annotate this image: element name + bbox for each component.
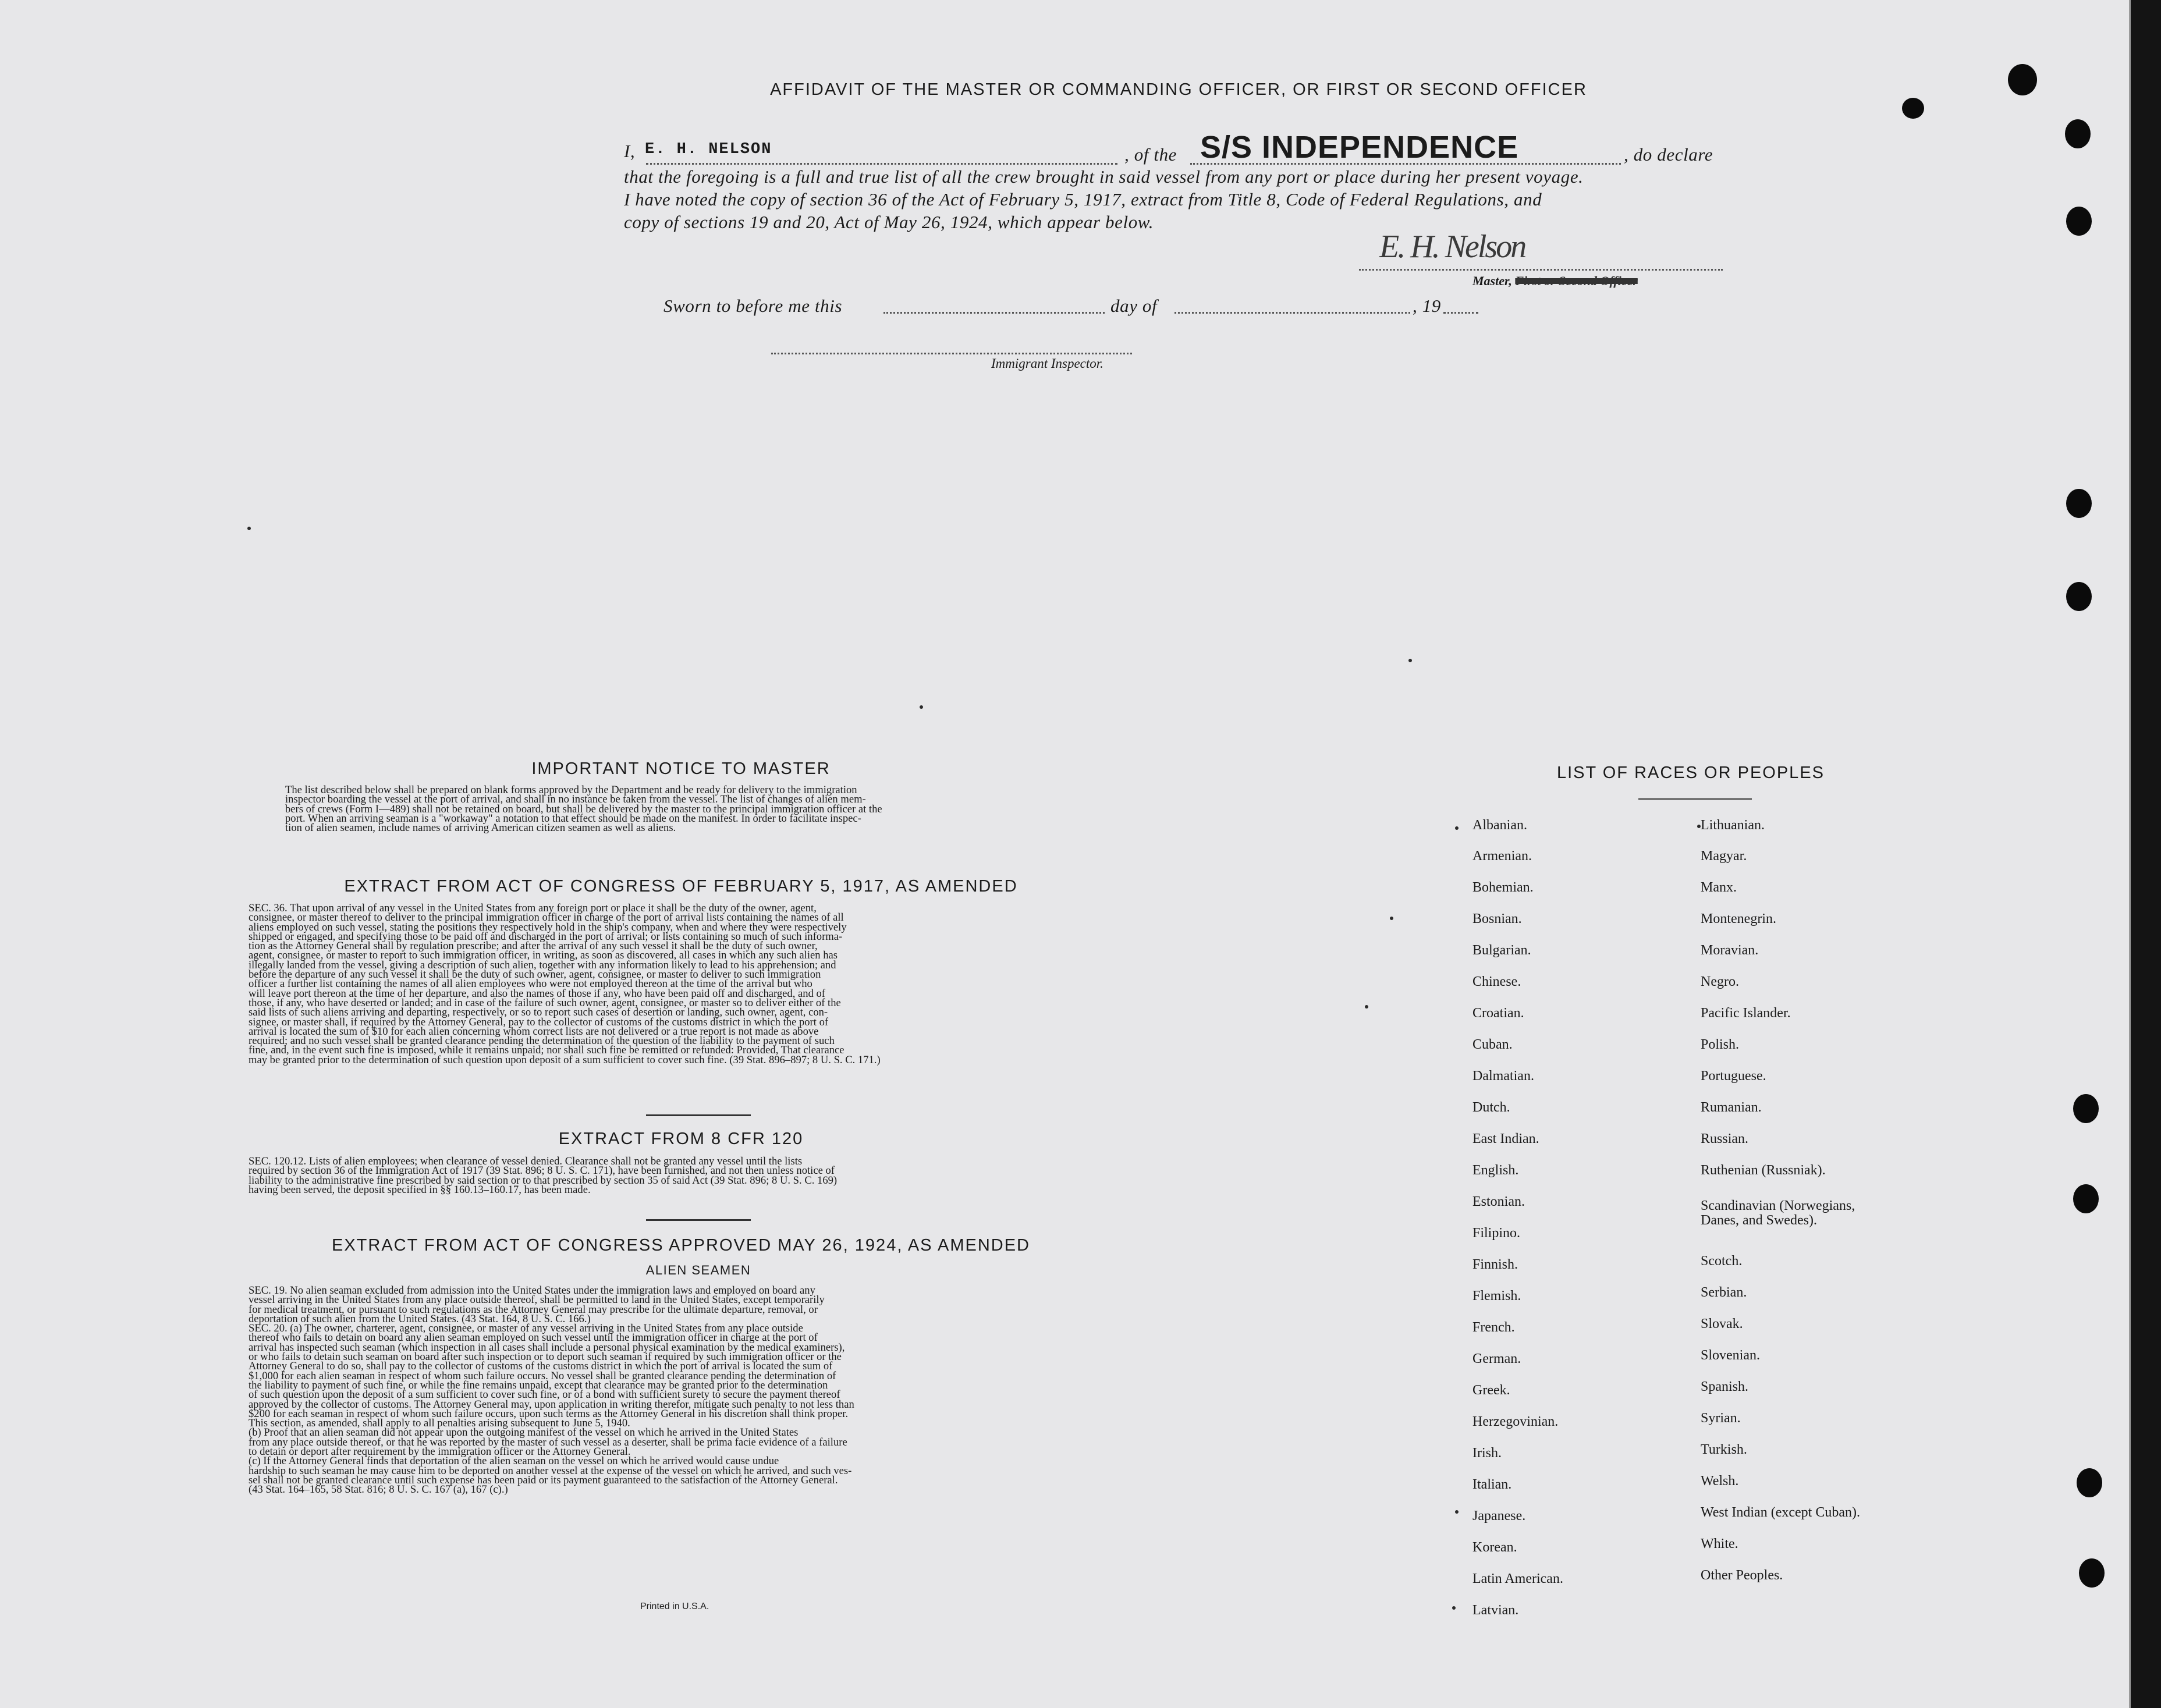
race-item: East Indian.	[1472, 1131, 1539, 1146]
section-divider	[646, 1219, 751, 1221]
printed-in-usa: Printed in U.S.A.	[640, 1602, 709, 1611]
race-item: Rumanian.	[1701, 1100, 1762, 1115]
sworn-day-line	[883, 312, 1105, 314]
punch-hole	[2008, 64, 2037, 95]
scan-speck	[1390, 917, 1393, 920]
alien-seamen-subheading: ALIEN SEAMEN	[645, 1263, 751, 1277]
race-item: Flemish.	[1472, 1288, 1521, 1304]
signature-caption	[1472, 274, 1638, 289]
extract-1917-heading: EXTRACT FROM ACT OF CONGRESS OF FEBRUARY 5, 1917, AS AMENDED	[344, 877, 1018, 896]
declaration-line-3: copy of sections 19 and 20, Act of May 26, 1924, which appear below.	[624, 212, 1154, 232]
vessel-name-line	[1190, 163, 1621, 165]
race-item: Scotch.	[1701, 1254, 1743, 1269]
race-item: Montenegrin.	[1701, 911, 1776, 926]
punch-hole	[2066, 582, 2092, 611]
race-item: Negro.	[1701, 974, 1739, 989]
race-item: German.	[1472, 1351, 1521, 1366]
punch-hole	[2073, 1184, 2099, 1213]
race-item: French.	[1472, 1320, 1515, 1335]
declaration-line-2: I have noted the copy of section 36 of the Act of February 5, 1917, extract from Title 8, Code of Federal Regulations, and	[624, 189, 1542, 209]
punch-hole	[2073, 1094, 2099, 1123]
race-item: Latvian.	[1472, 1603, 1519, 1618]
extract-cfr-text: SEC. 120.12. Lists of alien employees; when clearance of vessel denied. Clearance shall not be granted any vessel until the lists required by section 36 of the Immigration Act of 1917 (39 Stat. 896; 8 U. S. C. 171), have been furnished, and not then unless notice of liability to the administrative fine prescribed by said section or to that prescribed by section 35 of said Act (39 Stat. 896; 8 U. S. C. 169) having been served, the deposit specified in §§ 160.13–160.17, has been made.	[249, 1155, 838, 1196]
scan-speck	[1452, 1606, 1456, 1610]
extract-cfr-heading: EXTRACT FROM 8 CFR 120	[558, 1130, 804, 1148]
vessel-name-stamp: S/S INDEPENDENCE	[1200, 130, 1519, 165]
notice-heading: IMPORTANT NOTICE TO MASTER	[531, 759, 831, 778]
punch-hole	[2079, 1558, 2105, 1588]
scan-speck	[920, 705, 923, 709]
race-item: Japanese.	[1472, 1508, 1526, 1524]
notice-text: The list described below shall be prepared on blank forms approved by the Department and be ready for delivery to the immigration inspector boarding the vessel at the port of arrival, and shall in no instance be taken from the vessel. The list of changes of alien mem- bers of crews (Form I—489) shall not be retained on board, but shall be delivered by the master to the principal immigration officer at the port. When an arriving seaman is a "workaway" a notation to that effect should be made on the manifest. In order to facilitate inspec- tion of alien seamen, include names of arriving American citizen seamen as well as aliens.	[285, 784, 882, 835]
extract-1924-text: SEC. 19. No alien seaman excluded from admission into the United States under the immigration laws and employed on board any vessel arriving in the United States from any place outside thereof, shall be permitted to land in the United States, except temporarily for medical treatment, or pursuant to such regulations as the Attorney General may prescribe for the ultimate departure, removal, or deportation of such alien from the United States. (43 Stat. 164, 8 U. S. C. 166.) SEC. 20. (a) The owner, charterer, agent, consignee, or master of any vessel arriving in the United States from any place outside thereof who fails to detain on board any alien seaman employed on such vessel until the immigration officer in charge at the port of arrival has inspected such seaman (which inspection in all cases shall include a personal physical examination by the medical examiners), or who fails to detain such seaman on board after such inspection or to deport such seaman if required by such immigration officer or the Attorney General to do so, shall pay to the collector of customs of the customs district in which the port of arrival is located the sum of $1,000 for each alien seaman in respect of whom such failure occurs. No vessel shall be granted clearance pending the determination of the liability to payment of such fine, or while the fine remains unpaid, except that clearance may be granted prior to the determination of such question upon the deposit of a sum sufficient to cover such fine, or of a bond with sufficient surety to secure the payment thereof approved by the collector of customs. The Attorney General may, upon application in writing therefor, mitigate such penalty to not less than $200 for each seaman in respect of whom such failure occurs, upon such terms as the Attorney General in his discretion shall think proper. This section, as amended, shall apply to all penalties arising subsequent to June 5, 1940. (b) Proof that an alien seaman did not appear upon the outgoing manifest of the vessel on which he arrived in the United States from any place outside thereof, or that he was reported by the master of such vessel as a deserter, shall be prima facie evidence of a failure to detain or deport after requirement by the immigration officer or the Attorney General. (c) If the Attorney General finds that deportation of the alien seaman on the vessel on which he arrived would cause undue hardship to such seaman he may cause him to be deported on another vessel at the expense of the vessel on which he arrived, and such ves- sel shall not be granted clearance until such expense has been paid or its payment guaranteed to the satisfaction of the Attorney General. (43 Stat. 164–165, 58 Stat. 816; 8 U. S. C. 167 (a), 167 (c).)	[249, 1284, 854, 1496]
caption-master: Master,	[1472, 274, 1512, 288]
race-item: Filipino.	[1472, 1226, 1521, 1241]
race-item: Other Peoples.	[1701, 1568, 1783, 1583]
race-item: Dutch.	[1472, 1100, 1510, 1115]
race-item: Bulgarian.	[1472, 943, 1531, 958]
race-item: Syrian.	[1701, 1411, 1741, 1426]
extract-1917-text: SEC. 36. That upon arrival of any vessel in the United States from any foreign port or place it shall be the duty of the owner, agent, consignee, or master thereof to deliver to the principal immigration officer in charge of the port of arrival lists containing the names of all aliens employed on such vessel, stating the positions they respectively hold in the ship's company, when and where they were respectively shipped or engaged, and specifying those to be paid off and discharged in the port of arrival; or lists containing so much of such informa- tion as the Attorney General shall by regulation prescribe; and after the arrival of any such vessel it shall be the duty of such owner, agent, consignee, or master to report to such immigration officer, in writing, as soon as discovered, all cases in which any such alien has illegally landed from the vessel, giving a description of such alien, together with any information likely to lead to his apprehension; and before the departure of any such vessel it shall be the duty of such owner, agent, consignee, or master to deliver to such immigration officer a further list containing the names of all alien employees who were not employed thereon at the time of the arrival but who will leave port thereon at the time of her departure, and also the names of those if any, who have been paid off and discharged, and of those, if any, who have deserted or landed; and in case of the failure of such owner, agent, consignee, or master so to deliver either of the said lists of such aliens arriving and departing, respectively, or so to report such cases of desertion or landing, such owner, agent, con- signee, or master shall, if required by the Attorney General, pay to the collector of customs of the customs district in which the port of arrival is located the sum of $10 for each alien concerning whom correct lists are not delivered or a true report is not made as above required; and no such vessel shall be granted clearance pending the determination of the question of the liability to the payment of such fine, and, in the event such fine is imposed, while it remains unpaid; nor shall such fine be remitted or refunded: Provided, That clearance may be granted prior to the determination of such question upon deposit of a sum sufficient to cover such fine. (39 Stat. 896–897; 8 U. S. C. 171.)	[249, 902, 881, 1066]
races-heading-rule	[1638, 798, 1752, 800]
scan-speck	[1408, 659, 1412, 662]
declaration-line-1: that the foregoing is a full and true list of all the crew brought in said vessel from any port or place during her present voyage.	[624, 166, 1584, 187]
sworn-label: Sworn to before me this	[663, 296, 843, 316]
punch-hole	[1902, 98, 1924, 119]
race-item: Albanian.	[1472, 818, 1527, 833]
race-item: Scandinavian (Norwegians, Danes, and Swedes).	[1701, 1198, 1855, 1228]
punch-hole	[2066, 207, 2092, 236]
signature-line	[1359, 269, 1723, 271]
declarant-name: E. H. NELSON	[645, 141, 772, 158]
race-item: Finnish.	[1472, 1257, 1518, 1272]
scan-speck	[1455, 826, 1459, 830]
race-item: Latin American.	[1472, 1571, 1563, 1586]
race-item: Bohemian.	[1472, 880, 1534, 895]
punch-hole	[2077, 1468, 2102, 1497]
race-item: Herzegovinian.	[1472, 1414, 1559, 1429]
race-item: West Indian (except Cuban).	[1701, 1505, 1860, 1520]
inspector-signature-line	[771, 353, 1132, 354]
race-item: Spanish.	[1701, 1379, 1749, 1394]
race-item: Pacific Islander.	[1701, 1006, 1791, 1021]
race-item: English.	[1472, 1163, 1519, 1178]
master-signature: E. H. Nelson	[1379, 229, 1525, 265]
punch-hole	[2066, 489, 2092, 518]
race-item: Greek.	[1472, 1383, 1510, 1398]
race-item: Chinese.	[1472, 974, 1521, 989]
inspector-caption: Immigrant Inspector.	[991, 356, 1103, 371]
scan-speck	[247, 527, 251, 530]
race-item: Welsh.	[1701, 1473, 1739, 1489]
race-item: Portuguese.	[1701, 1068, 1766, 1084]
extract-1924-heading: EXTRACT FROM ACT OF CONGRESS APPROVED MAY 26, 1924, AS AMENDED	[332, 1236, 1030, 1255]
race-item: Irish.	[1472, 1446, 1502, 1461]
declarant-line	[624, 130, 1730, 170]
punch-hole	[2065, 119, 2091, 148]
race-item: Estonian.	[1472, 1194, 1525, 1209]
i-label: I,	[624, 141, 636, 161]
sworn-month-line	[1174, 312, 1410, 314]
race-item: Slovak.	[1701, 1316, 1743, 1331]
race-item: Cuban.	[1472, 1037, 1513, 1052]
race-item: Magyar.	[1701, 848, 1747, 864]
scan-speck	[1455, 1510, 1459, 1514]
year-label: , 19	[1413, 296, 1441, 316]
race-item: Bosnian.	[1472, 911, 1522, 926]
caption-struck-officer: First or Second Officer	[1515, 274, 1638, 288]
race-item: Serbian.	[1701, 1285, 1747, 1300]
race-item: Polish.	[1701, 1037, 1740, 1052]
race-item: Dalmatian.	[1472, 1068, 1534, 1084]
sworn-year-line	[1443, 312, 1478, 314]
day-of-label: day of	[1110, 296, 1158, 316]
declarant-name-line	[646, 163, 1117, 165]
section-divider	[646, 1114, 751, 1116]
race-item: Italian.	[1472, 1477, 1512, 1492]
race-item: Lithuanian.	[1701, 818, 1765, 833]
race-item: Croatian.	[1472, 1006, 1524, 1021]
race-item: Turkish.	[1701, 1442, 1747, 1457]
scan-speck	[1697, 825, 1701, 828]
of-the-label: , of the	[1124, 144, 1177, 165]
race-item: Manx.	[1701, 880, 1737, 895]
race-item: Armenian.	[1472, 848, 1532, 864]
affidavit-title: AFFIDAVIT OF THE MASTER OR COMMANDING OFFICER, OR FIRST OR SECOND OFFICER	[770, 80, 1587, 99]
do-declare-label: , do declare	[1624, 144, 1713, 165]
race-item: Korean.	[1472, 1540, 1517, 1555]
scan-speck	[1365, 1005, 1368, 1009]
race-item: Russian.	[1701, 1131, 1749, 1146]
race-item: Ruthenian (Russniak).	[1701, 1163, 1826, 1178]
race-item: Moravian.	[1701, 943, 1759, 958]
race-item: Slovenian.	[1701, 1348, 1760, 1363]
races-heading: LIST OF RACES OR PEOPLES	[1556, 764, 1825, 782]
race-item: White.	[1701, 1536, 1738, 1551]
